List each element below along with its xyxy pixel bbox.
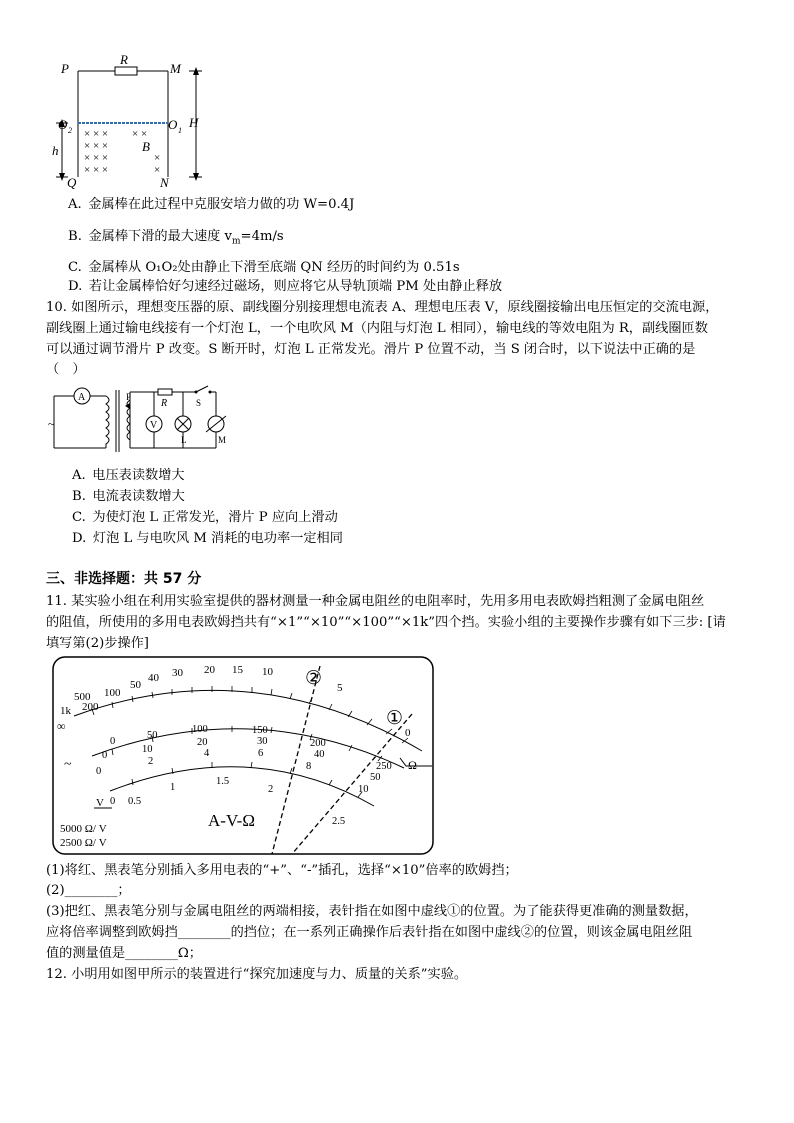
ohm-tick-label: 500 [74,691,91,703]
q11-stem-line3: 填写第(2)步操作] [46,636,149,651]
field-cross-row: × [154,152,161,164]
ohm-tick-label: 10 [262,666,273,678]
label-P: P [61,61,69,76]
ac-tick-label: 0.5 [128,796,142,807]
q10-option-c: C. 为使灯泡 L 正常发光，滑片 P 应向上滑动 [72,510,338,525]
dc-tick-label: 8 [306,761,312,772]
ohm-tick-label: 1k [60,705,71,717]
q11-step2: (2)________； [46,883,131,898]
section-heading: 三、非选择题：共 57 分 [46,571,202,587]
field-cross-row: × × × [84,164,109,176]
label-O1: O [168,117,178,132]
omega-label: Ω [408,758,417,772]
label-O1-sub: 1 [178,126,182,135]
q9-option-b-text: B. 金属棒下滑的最大速度 v [68,229,232,244]
dc-tick-label: 4 [204,748,210,759]
q10-option-b: B. 电流表读数增大 [72,489,185,504]
ohm-tick-label: 100 [104,687,121,699]
label-B: B [142,139,150,154]
q9-option-d: D. 若让金属棒恰好匀速经过磁场，则应将它从导轨顶端 PM 处由静止释放 [68,279,503,294]
q9-option-b-sub: m [232,236,241,247]
pointer-mark-2: ② [305,668,323,689]
ohm-tick-label: 200 [82,701,99,713]
switch-label: S [196,398,202,408]
q11-step3-line2: 应将倍率调整到欧姆挡________的挡位；在一系列正确操作后表针指在如图中虚线②的位置，则该金属电阻丝阻 [46,925,693,940]
label-O2-sub: 2 [68,126,72,135]
dc-tick-label: 20 [197,737,208,748]
ohm-tick-label: 50 [130,679,141,691]
dc-tick-label: 2 [148,756,154,767]
label-H: H [189,115,199,130]
dc-tick-label: 6 [258,748,264,759]
ohm-tick-label: 40 [148,672,159,684]
label-R: R [120,55,128,67]
q9-option-b [68,228,284,251]
ac-tick-label: 2.5 [332,816,346,827]
fan-label: M [218,435,227,445]
ac-tick-label: 1 [170,782,176,793]
infinity-label: ∞ [57,719,66,733]
dc-tick-label: 0 [102,750,108,761]
ohm-tick-label: 20 [204,664,215,676]
dc-tick-label: 30 [257,736,268,747]
pointer-mark-1: ① [386,708,404,729]
ac-source-label: ~ [48,417,55,431]
figure-multimeter-dial [52,656,434,856]
field-cross-row: × × × [84,140,109,152]
label-M: M [170,61,181,76]
q9-option-c: C. 金属棒从 O₁O₂处由静止下滑至底端 QN 经历的时间约为 0.51s [68,260,460,275]
field-cross-row: × × × [84,128,109,140]
label-N: N [160,175,169,190]
dc-tick-label: 40 [314,749,325,760]
voltmeter-label: V [150,420,158,431]
q11-step3-line3: 值的测量值是________Ω； [46,946,202,961]
q11-step1: (1)将红、黑表笔分别插入多用电表的“+”、“-”插孔，选择“×10”倍率的欧姆挡； [46,863,518,878]
label-Q: Q [67,175,77,190]
slider-label: P [126,392,132,402]
q10-option-a: A. 电压表读数增大 [72,468,185,483]
label-O2: O [58,117,68,132]
meter-spec-1: 5000 Ω/ V [60,823,107,835]
label-h: h [52,143,59,158]
ammeter-label: A [78,392,86,403]
figure-transformer-circuit [46,380,246,460]
ac-label: ~ [64,757,72,772]
volt-label: V [96,797,104,809]
dc-tick-label: 50 [370,772,381,783]
resistor-label: R [161,398,168,409]
dc-tick-label: 0 [110,736,116,747]
q10-paren: （ ） [46,362,86,377]
meter-spec-2: 2500 Ω/ V [60,837,107,849]
q11-stem-line2: 的阻值，所使用的多用电表欧姆挡共有“×1”“×10”“×100”“×1k”四个挡。实验小组的主要操作步骤有如下三步: [请 [46,615,726,630]
dc-tick-label: 50 [147,730,158,741]
dc-tick-label: 150 [252,725,268,736]
dc-tick-label: 0 [96,766,102,777]
q10-option-d: D. 灯泡 L 与电吹风 M 消耗的电功率一定相同 [72,531,343,546]
q10-stem-line1: 10. 如图所示，理想变压器的原、副线圈分别接理想电流表 A、理想电压表 V，原线圈接输出电压恒定的交流电源， [46,300,719,315]
figure-rails [50,55,220,195]
q12-stem: 12. 小明用如图甲所示的装置进行“探究加速度与力、质量的关系”实验。 [46,967,468,982]
dc-tick-label: 10 [142,744,153,755]
q11-step3-line1: (3)把红、黑表笔分别与金属电阻丝的两端相接，表针指在如图中虚线①的位置。为了能获得更准确的测量数据， [46,904,698,919]
q10-stem-line3: 可以通过调节滑片 P 改变。S 断开时，灯泡 L 正常发光。滑片 P 位置不动，当 S 闭合时，以下说法中正确的是 [46,342,696,357]
ohm-tick-label: 5 [337,682,343,694]
q9-option-a: A. 金属棒在此过程中克服安培力做的功 W=0.4J [68,197,355,212]
dc-tick-label: 10 [358,784,369,795]
dc-tick-label: 100 [192,724,208,735]
ac-tick-label: 1.5 [216,776,230,787]
lamp-label: L [181,435,187,445]
field-cross-row: × × × [84,152,109,164]
ohm-tick-label: 0 [405,727,411,739]
q10-stem-line2: 副线圈上通过输电线接有一个灯泡 L，一个电吹风 M（内阻与灯泡 L 相同），输电线的等效电阻为 R，副线圈匝数 [46,321,708,336]
ohm-tick-label: 15 [232,664,243,676]
dc-tick-label: 250 [376,761,392,772]
meter-title: A-V-Ω [208,811,255,830]
field-cross-row: × [154,164,161,176]
ac-tick-label: 0 [110,796,116,807]
dc-tick-label: 200 [310,738,326,749]
ac-tick-label: 2 [268,784,274,795]
field-cross-row: × × [132,128,148,140]
q9-option-b-tail: =4m/s [240,229,284,244]
ohm-tick-label: 30 [172,667,183,679]
q11-stem-line1: 11. 某实验小组在利用实验室提供的器材测量一种金属电阻丝的电阻率时，先用多用电表欧姆挡粗测了金属电阻丝 [46,594,705,609]
